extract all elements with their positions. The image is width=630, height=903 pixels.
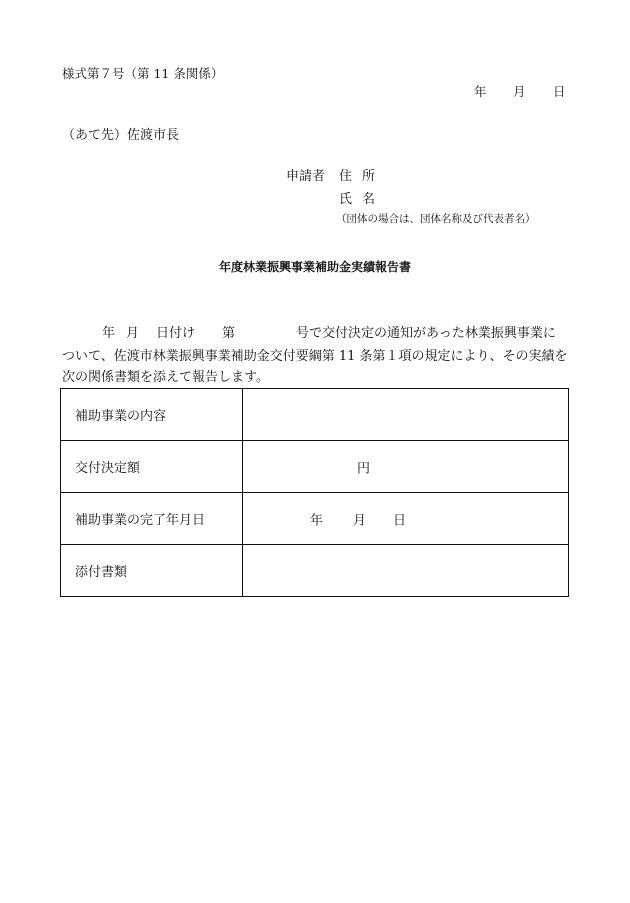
body-month-label: 月 [126, 326, 140, 341]
completion-date-field[interactable] [243, 493, 569, 545]
body-line3-text: 次の関係書類を添えて報告します。 [62, 370, 269, 385]
yen-unit: 円 [357, 461, 371, 476]
table-row [61, 389, 569, 441]
date-day-label: 日 [553, 84, 566, 99]
project-content-field[interactable] [243, 389, 569, 441]
body-dated-label: 日付け [156, 326, 196, 341]
body-line2-text: ついて、佐渡市林業振興事業補助金交付要綱第 11 条第１項の規定により、その実績を [62, 349, 568, 364]
grant-amount-label: 交付決定額 [61, 441, 243, 493]
grant-amount-field[interactable] [243, 441, 569, 493]
date-year-label: 年 [474, 84, 487, 99]
attachments-label: 添付書類 [61, 545, 243, 597]
completion-month-label: 月 [353, 513, 367, 528]
applicant-label: 申請者 [286, 169, 326, 184]
form-number: 様式第７号（第 11 条関係） [62, 66, 224, 81]
name-label: 氏名 [339, 192, 386, 207]
table-row [61, 441, 569, 493]
table-row [61, 545, 569, 597]
body-year-label: 年 [102, 326, 116, 341]
completion-day-label: 日 [393, 513, 407, 528]
organization-note: （団体の場合は、団体名称及び代表者名） [336, 213, 536, 225]
completion-year-label: 年 [310, 513, 324, 528]
attachments-field[interactable] [243, 545, 569, 597]
table-row [61, 493, 569, 545]
project-content-label: 補助事業の内容 [61, 389, 243, 441]
date-month-label: 月 [513, 84, 526, 99]
addressee: （あて先）佐渡市長 [62, 128, 180, 143]
document-title: 年度林業振興事業補助金実績報告書 [218, 260, 411, 274]
report-table [60, 388, 569, 597]
body-number-prefix: 第 [222, 326, 236, 341]
body-line1-text: 号で交付決定の通知があった林業振興事業に [296, 326, 556, 341]
completion-date-label: 補助事業の完了年月日 [61, 493, 243, 545]
address-label: 住所 [339, 169, 386, 184]
